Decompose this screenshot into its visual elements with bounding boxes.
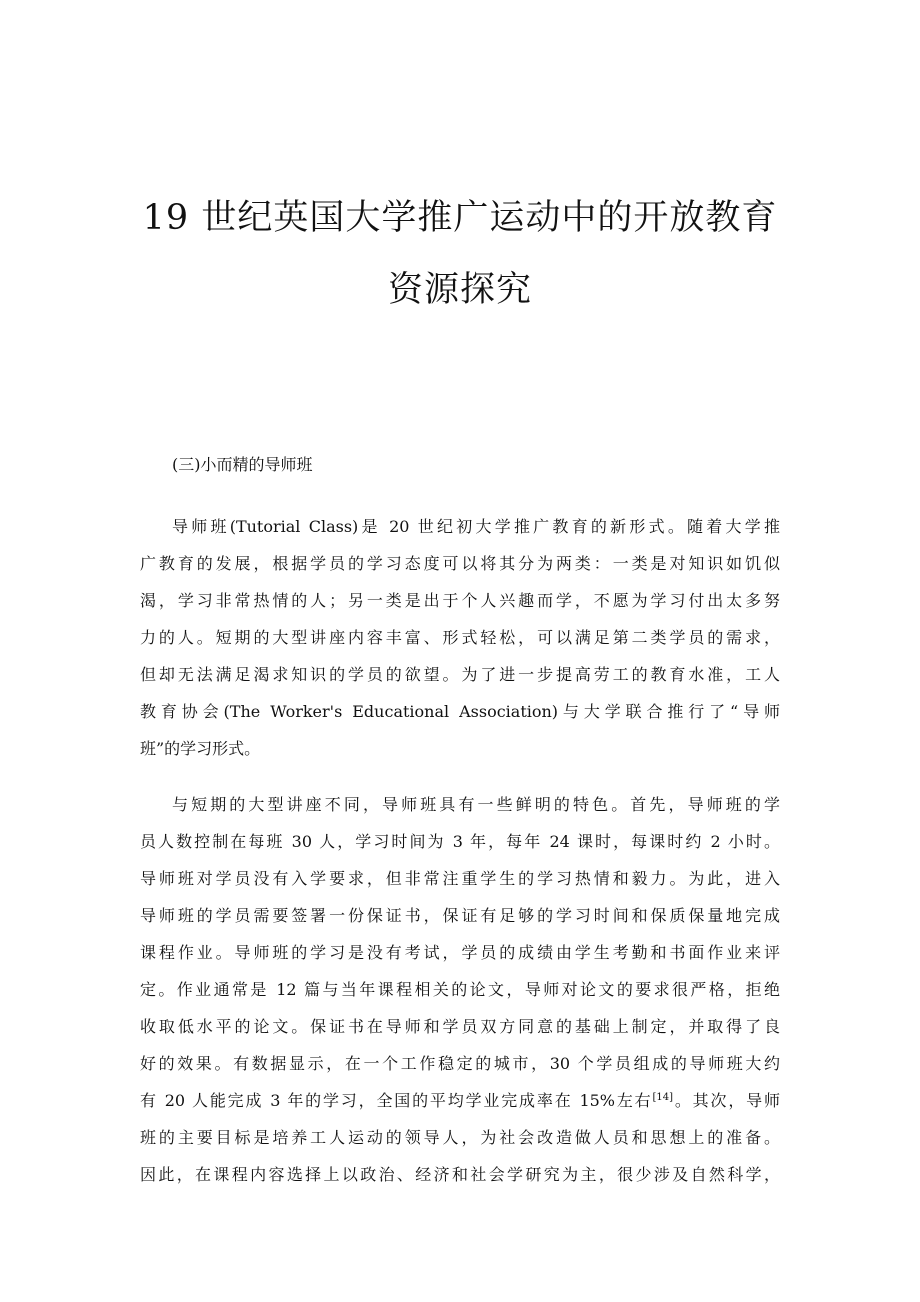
paragraph-1-line: 班”的学习形式。 <box>140 739 261 758</box>
paragraph-2-line: 收取低水平的论文。保证书在导师和学员双方同意的基础上制定，并取得了良 <box>140 1017 780 1036</box>
paragraph-1 <box>140 508 780 767</box>
paragraph-2-line: 班的主要目标是培养工人运动的领导人，为社会改造做人员和思想上的准备。 <box>140 1128 780 1147</box>
section-heading: (三)小而精的导师班 <box>172 455 313 474</box>
paragraph-1-line: 渴，学习非常热情的人；另一类是出于个人兴趣而学，不愿为学习付出太多努 <box>140 591 780 610</box>
paragraph-2-line: 定。作业通常是 12 篇与当年课程相关的论文，导师对论文的要求很严格，拒绝 <box>140 980 780 999</box>
paragraph-2-line: 导师班的学员需要签署一份保证书，保证有足够的学习时间和保质保量地完成 <box>140 906 780 925</box>
paragraph-2-line-text: 有 20 人能完成 3 年的学习，全国的平均学业完成率在 15%左右 <box>140 1091 653 1110</box>
paragraph-2-line-text: 。其次，导师 <box>673 1091 780 1110</box>
paragraph-2 <box>140 786 780 1193</box>
paragraph-1-line: 但却无法满足渴求知识的学员的欲望。为了进一步提高劳工的教育水准，工人 <box>140 665 780 684</box>
paragraph-2-line: 导师班对学员没有入学要求，但非常注重学生的学习热情和毅力。为此，进入 <box>140 869 780 888</box>
document-title-line-1: 19 世纪英国大学推广运动中的开放教育 <box>142 198 778 238</box>
paragraph-1-line: 教育协会(The Worker's Educational Association)与大学联合推行了“导师 <box>140 702 780 721</box>
paragraph-1-line: 力的人。短期的大型讲座内容丰富、形式轻松，可以满足第二类学员的需求， <box>140 628 780 647</box>
paragraph-2-line: 员人数控制在每班 30 人，学习时间为 3 年，每年 24 课时，每课时约 2 小时。 <box>140 832 780 851</box>
paragraph-2-line-with-citation <box>140 1082 780 1119</box>
paragraph-2-line: 好的效果。有数据显示，在一个工作稳定的城市，30 个学员组成的导师班大约 <box>140 1054 780 1073</box>
paragraph-2-line: 因此，在课程内容选择上以政治、经济和社会学研究为主，很少涉及自然科学， <box>140 1165 780 1184</box>
paragraph-1-line: 广教育的发展，根据学员的学习态度可以将其分为两类：一类是对知识如饥似 <box>140 554 780 573</box>
paragraph-2-line: 与短期的大型讲座不同，导师班具有一些鲜明的特色。首先，导师班的学 <box>172 795 780 814</box>
paragraph-1-line: 导师班(Tutorial Class)是 20 世纪初大学推广教育的新形式。随着大学推 <box>172 517 780 536</box>
document-title-line-2: 资源探究 <box>387 270 532 310</box>
paragraph-2-line: 课程作业。导师班的学习是没有考试，学员的成绩由学生考勤和书面作业来评 <box>140 943 780 962</box>
citation-reference: [14] <box>652 1092 674 1103</box>
